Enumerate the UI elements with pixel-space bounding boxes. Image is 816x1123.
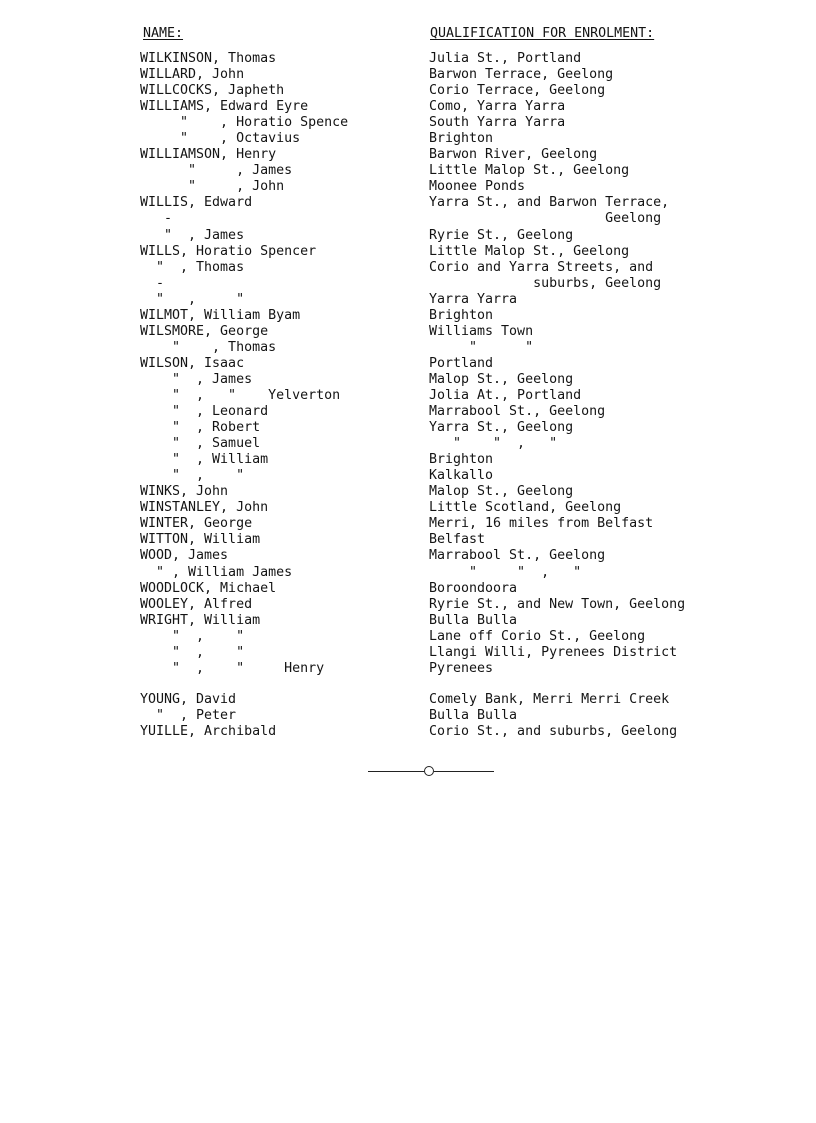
- entry-qualification: Comely Bank, Merri Merri Creek: [429, 691, 670, 707]
- entry-name: -: [140, 211, 173, 227]
- list-item: [0, 244, 816, 260]
- list-item: [0, 661, 816, 677]
- entry-qualification: " " , ": [429, 436, 558, 452]
- entry-name: " , Thomas: [140, 339, 277, 355]
- entry-qualification: Bulla Bulla: [429, 707, 518, 723]
- entry-qualification: " ": [429, 339, 534, 355]
- entry-name: " , Horatio Spence: [140, 115, 349, 131]
- entry-qualification: Jolia At., Portland: [429, 387, 582, 403]
- entry-qualification: Brighton: [429, 452, 494, 468]
- list-item: [0, 581, 816, 597]
- entry-name: YUILLE, Archibald: [140, 723, 277, 739]
- entry-name: WILLARD, John: [140, 67, 245, 83]
- list-item: [0, 629, 816, 645]
- name-column-header: NAME:: [143, 26, 184, 41]
- list-item: [0, 597, 816, 613]
- entry-qualification: Bulla Bulla: [429, 612, 518, 628]
- list-item: [0, 420, 816, 436]
- list-item: [0, 195, 816, 211]
- entry-name: YOUNG, David: [140, 691, 237, 707]
- entry-name: " , John: [140, 179, 285, 195]
- entry-qualification: Corio St., and suburbs, Geelong: [429, 723, 678, 739]
- end-ornament-rule: [368, 766, 494, 776]
- entry-name: WILSMORE, George: [140, 323, 269, 339]
- entry-name: WILLIAMSON, Henry: [140, 147, 277, 163]
- list-item: [0, 99, 816, 115]
- entry-name: " , James: [140, 227, 245, 243]
- list-item: [0, 260, 816, 276]
- entry-qualification: Corio Terrace, Geelong: [429, 83, 606, 99]
- entry-name: WILLIAMS, Edward Eyre: [140, 99, 309, 115]
- list-item: [0, 468, 816, 484]
- entry-name: " , William James: [140, 564, 293, 580]
- entry-qualification: Ryrie St., and New Town, Geelong: [429, 596, 686, 612]
- entry-name: " , ": [140, 644, 245, 660]
- entry-qualification: Yarra St., and Barwon Terrace,: [429, 195, 670, 211]
- entry-qualification: Barwon River, Geelong: [429, 147, 598, 163]
- list-item: [0, 308, 816, 324]
- list-item: [0, 340, 816, 356]
- list-item: [0, 516, 816, 532]
- list-item: [0, 613, 816, 629]
- list-item: [0, 83, 816, 99]
- entry-name: WILMOT, William Byam: [140, 307, 301, 323]
- entry-qualification: Little Malop St., Geelong: [429, 243, 630, 259]
- entry-name: WILLIS, Edward: [140, 195, 253, 211]
- entry-name: " , James: [140, 163, 293, 179]
- entry-name: WRIGHT, William: [140, 612, 261, 628]
- list-item: [0, 532, 816, 548]
- entry-qualification: Little Scotland, Geelong: [429, 500, 622, 516]
- list-item: [0, 404, 816, 420]
- list-item: [0, 276, 816, 292]
- entry-name: " , James: [140, 371, 253, 387]
- list-item: [0, 67, 816, 83]
- entry-qualification: Williams Town: [429, 323, 534, 339]
- entry-qualification: Ryrie St., Geelong: [429, 227, 574, 243]
- entry-name: WILSON, Isaac: [140, 355, 245, 371]
- entry-name: " , ": [140, 468, 245, 484]
- entry-qualification: Yarra Yarra: [429, 291, 518, 307]
- entry-name: " , Octavius: [140, 131, 301, 147]
- entry-qualification: Little Malop St., Geelong: [429, 163, 630, 179]
- entry-name: WILLCOCKS, Japheth: [140, 83, 285, 99]
- entry-name: WILKINSON, Thomas: [140, 51, 277, 66]
- list-item: [0, 436, 816, 452]
- list-item: [0, 228, 816, 244]
- list-item: [0, 565, 816, 581]
- entry-qualification: Julia St., Portland: [429, 51, 582, 66]
- entry-name: " , " Henry: [140, 660, 325, 676]
- entry-name: WOODLOCK, Michael: [140, 580, 277, 596]
- entry-name: " , ": [140, 291, 245, 307]
- entry-qualification: Llangi Willi, Pyrenees District: [429, 644, 678, 660]
- entry-qualification: suburbs, Geelong: [429, 275, 662, 291]
- entry-qualification: South Yarra Yarra: [429, 115, 566, 131]
- list-item: [0, 356, 816, 372]
- list-item: [0, 692, 816, 708]
- list-item: [0, 147, 816, 163]
- entry-name: WOOD, James: [140, 548, 229, 564]
- entry-name: " , William: [140, 452, 269, 468]
- entry-qualification: Como, Yarra Yarra: [429, 99, 566, 115]
- entry-name: " , Robert: [140, 420, 261, 436]
- enrolment-list: [0, 51, 816, 740]
- entry-name: " , Thomas: [140, 259, 245, 275]
- list-item: [0, 372, 816, 388]
- list-item: [0, 211, 816, 227]
- entry-name: WINTER, George: [140, 516, 253, 532]
- entry-qualification: Barwon Terrace, Geelong: [429, 67, 614, 83]
- entry-name: " , " Yelverton: [140, 387, 341, 403]
- entry-name: WINKS, John: [140, 484, 229, 500]
- entry-qualification: Marrabool St., Geelong: [429, 404, 606, 420]
- entry-name: WOOLEY, Alfred: [140, 596, 253, 612]
- entry-name: " , Peter: [140, 707, 237, 723]
- list-item: [0, 548, 816, 564]
- list-item: [0, 484, 816, 500]
- list-item: [0, 163, 816, 179]
- entry-name: " , Samuel: [140, 436, 261, 452]
- list-item: [0, 115, 816, 131]
- list-item: [0, 724, 816, 740]
- list-item: [0, 452, 816, 468]
- entry-qualification: Brighton: [429, 131, 494, 147]
- list-item: [0, 51, 816, 67]
- entry-qualification: Portland: [429, 355, 494, 371]
- entry-qualification: Pyrenees: [429, 660, 494, 676]
- entry-qualification: Lane off Corio St., Geelong: [429, 628, 646, 644]
- entry-qualification: Malop St., Geelong: [429, 484, 574, 500]
- entry-qualification: Kalkallo: [429, 468, 494, 484]
- list-item: [0, 708, 816, 724]
- entry-name: -: [140, 275, 165, 291]
- entry-qualification: Boroondoora: [429, 580, 518, 596]
- entry-qualification: " " , ": [429, 564, 582, 580]
- entry-qualification: Marrabool St., Geelong: [429, 548, 606, 564]
- list-item: [0, 645, 816, 661]
- list-item: [0, 179, 816, 195]
- entry-qualification: Merri, 16 miles from Belfast: [429, 516, 654, 532]
- entry-qualification: Brighton: [429, 307, 494, 323]
- entry-qualification: Moonee Ponds: [429, 179, 526, 195]
- list-item: [0, 500, 816, 516]
- entry-name: " , ": [140, 628, 245, 644]
- entry-name: " , Leonard: [140, 404, 269, 420]
- qualification-column-header: QUALIFICATION FOR ENROLMENT:: [430, 26, 655, 41]
- entry-qualification: Geelong: [429, 211, 662, 227]
- entry-name: WINSTANLEY, John: [140, 500, 269, 516]
- entry-name: WITTON, William: [140, 532, 261, 548]
- list-item: [0, 292, 816, 308]
- entry-name: WILLS, Horatio Spencer: [140, 243, 317, 259]
- list-item: [0, 388, 816, 404]
- entry-qualification: Corio and Yarra Streets, and: [429, 259, 654, 275]
- list-item: [0, 324, 816, 340]
- entry-qualification: Malop St., Geelong: [429, 371, 574, 387]
- list-item: [0, 131, 816, 147]
- entry-qualification: Yarra St., Geelong: [429, 420, 574, 436]
- entry-qualification: Belfast: [429, 532, 486, 548]
